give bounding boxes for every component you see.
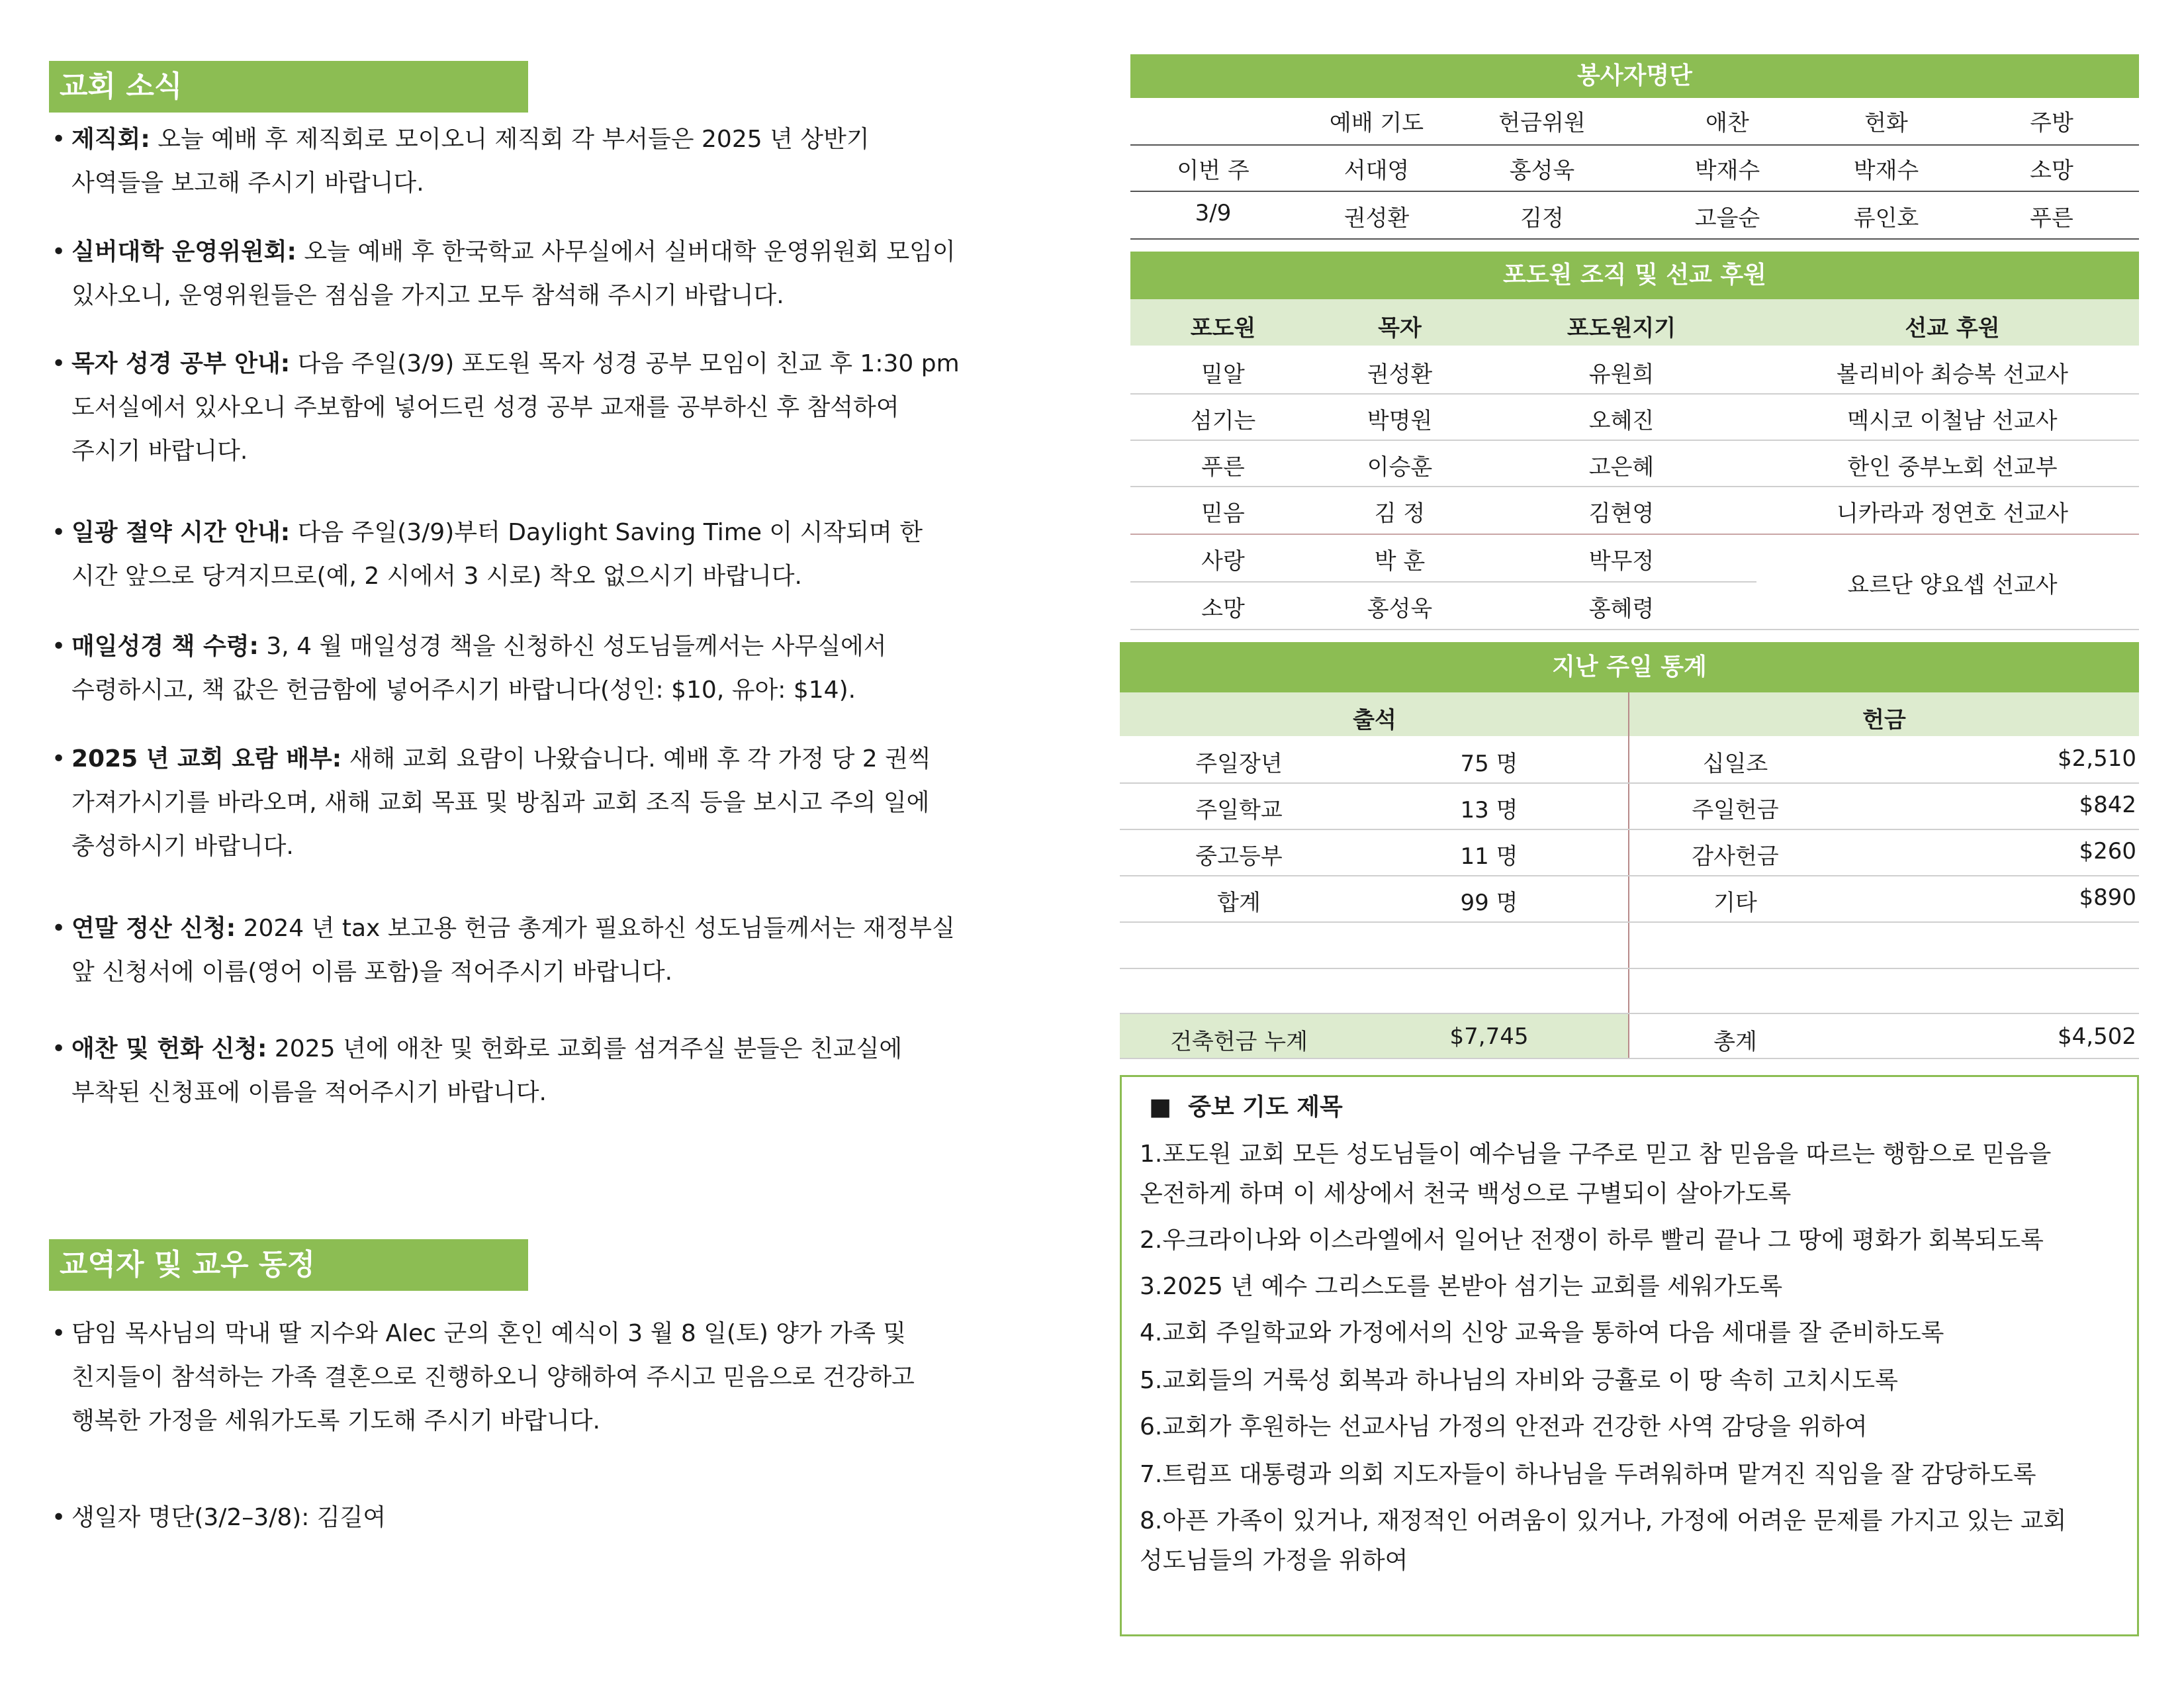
notice-label: 매일성경 책 수령:: [71, 633, 259, 660]
table-header: 포도원지기: [1567, 315, 1676, 342]
table-cell: 김현영: [1588, 500, 1655, 527]
attendance-label: 합계: [1217, 890, 1261, 916]
table-cell: 고을순: [1694, 205, 1760, 232]
notice-item: [52, 625, 1051, 712]
volunteers-title: 봉사자명단: [1130, 54, 2139, 98]
bullet-icon: •: [52, 633, 66, 660]
bullet-icon: •: [52, 1035, 66, 1062]
table-cell: 홍성욱: [1509, 158, 1575, 184]
table-cell: 멕시코 이철남 선교사: [1847, 408, 2058, 434]
offering-label: 감사헌금: [1692, 843, 1779, 870]
table-cell: 박재수: [1694, 158, 1760, 184]
table-cell: 푸른: [2030, 205, 2073, 232]
total-value: $4,502: [2058, 1023, 2136, 1050]
offering-value: $842: [2079, 792, 2136, 818]
table-cell: 김 정: [1374, 500, 1426, 527]
table-cell: 고은혜: [1588, 454, 1655, 481]
prayer-item: [1140, 1135, 2119, 1214]
table-cell: 소망: [2030, 158, 2073, 184]
divider: [1130, 238, 2139, 240]
members-section-title: 교역자 및 교우 동정: [49, 1239, 528, 1291]
bullet-icon: •: [52, 126, 66, 153]
notice-item: [52, 230, 1051, 318]
notice-label: 목자 성경 공부 안내:: [71, 350, 291, 377]
prayer-item: 2.우크라이나와 이스라엘에서 일어난 전쟁이 하루 빨리 끝나 그 땅에 평화가 회복되도록: [1140, 1227, 2044, 1254]
prayer-item: 7.트럼프 대통령과 의회 지도자들이 하나님을 두려워하며 맡겨진 직임을 잘 감당하도록: [1140, 1461, 2036, 1488]
attendance-value: 75 명: [1460, 751, 1518, 777]
notice-text: 다음 주일(3/9)부터 Daylight Saving Time 이 시작되며 한: [297, 519, 923, 546]
notice-label: 제직회:: [71, 126, 150, 153]
birthday-item: [52, 1496, 1051, 1540]
table-header: 주방: [2030, 110, 2073, 136]
offering-label: 주일헌금: [1692, 797, 1779, 823]
table-cell: 사랑: [1201, 548, 1245, 575]
notice-text: 있사오니, 운영위원들은 점심을 가지고 모두 참석해 주시기 바랍니다.: [71, 282, 784, 309]
divider: [1120, 921, 2139, 923]
building-fund-value: $7,745: [1449, 1023, 1529, 1050]
prayer-title-text: 중보 기도 제목: [1188, 1094, 1343, 1121]
divider: [1130, 144, 2139, 146]
member-news-item: [52, 1312, 1051, 1443]
notice-item: [52, 342, 1051, 473]
building-fund-label: 건축헌금 누계: [1170, 1029, 1308, 1055]
divider: [1130, 191, 2139, 192]
notice-text: 오늘 예배 후 제직회로 모이오니 제직회 각 부서들은 2025 년 상반기: [158, 126, 870, 153]
offering-value: $890: [2079, 884, 2136, 911]
offering-header: 헌금: [1862, 707, 1906, 733]
prayer-item: 5.교회들의 거룩성 회복과 하나님의 자비와 긍휼로 이 땅 속히 고치시도록: [1140, 1367, 1898, 1394]
notice-text: 2025 년에 애찬 및 헌화로 교회를 섬겨주실 분들은 친교실에: [274, 1035, 903, 1062]
prayer-item: 4.교회 주일학교와 가정에서의 신앙 교육을 통하여 다음 세대를 잘 준비하도록: [1140, 1319, 1944, 1346]
offering-value: $2,510: [2058, 745, 2136, 772]
table-header: 헌금위원: [1498, 110, 1586, 136]
table-cell: 이번 주: [1177, 158, 1250, 184]
prayer-line: 8.아픈 가족이 있거나, 재정적인 어려움이 있거나, 가정에 어려운 문제를 가지고 있는 교회: [1140, 1507, 2067, 1534]
square-bullet-icon: ■: [1149, 1094, 1172, 1121]
divider: [1120, 968, 2139, 969]
table-cell: 밀알: [1201, 361, 1245, 388]
table-cell: 오혜진: [1588, 408, 1655, 434]
notice-item: [52, 737, 1051, 868]
table-cell: 소망: [1201, 596, 1245, 622]
table-header: 선교 후원: [1905, 315, 2000, 342]
notice-text: 2024 년 tax 보고용 헌금 총계가 필요하신 성도님들께서는 재정부실: [243, 915, 955, 942]
notice-text: 시간 앞으로 당겨지므로(예, 2 시에서 3 시로) 착오 없으시기 바랍니다.: [71, 563, 802, 590]
divider: [1130, 629, 2139, 630]
divider: [1120, 1058, 2139, 1059]
attendance-value: 13 명: [1460, 797, 1518, 823]
bullet-icon: •: [52, 350, 66, 377]
prayer-line: 온전하게 하며 이 세상에서 천국 백성으로 구별되이 살아가도록: [1140, 1180, 1792, 1207]
table-cell: 박재수: [1853, 158, 1919, 184]
divider: [1120, 875, 2139, 876]
attendance-label: 주일학교: [1195, 797, 1283, 823]
divider: [1130, 486, 2139, 487]
table-cell: 박 훈: [1374, 548, 1426, 575]
table-cell: 홍성욱: [1367, 596, 1433, 622]
bullet-icon: •: [52, 915, 66, 942]
attendance-label: 주일장년: [1195, 751, 1283, 777]
bullet-icon: •: [52, 1320, 66, 1347]
stats-title: 지난 주일 통계: [1120, 642, 2139, 692]
bullet-icon: •: [52, 519, 66, 546]
notice-text: 사역들을 보고해 주시기 바랍니다.: [71, 169, 424, 197]
notice-label: 일광 절약 시간 안내:: [71, 519, 291, 546]
table-cell: 박명원: [1367, 408, 1433, 434]
bullet-icon: •: [52, 238, 66, 265]
offering-label: 기타: [1713, 890, 1757, 916]
attendance-value: 11 명: [1460, 843, 1518, 870]
notice-item: [52, 1027, 1051, 1115]
table-cell: 섬기는: [1190, 408, 1256, 434]
merged-mission-cell: 요르단 양요셉 선교사: [1847, 572, 2058, 598]
divider: [1130, 440, 2139, 441]
notice-label: 2025 년 교회 요람 배부:: [71, 745, 342, 773]
notice-text: 주시기 바랍니다.: [71, 438, 248, 465]
notice-text: 부착된 신청표에 이름을 적어주시기 바랍니다.: [71, 1079, 547, 1106]
notice-text: 앞 신청서에 이름(영어 이름 포함)을 적어주시기 바랍니다.: [71, 959, 673, 986]
notice-text: 도서실에서 있사오니 주보함에 넣어드린 성경 공부 교재를 공부하신 후 참석하여: [71, 394, 899, 421]
notice-label: 연말 정산 신청:: [71, 915, 236, 942]
birthday-text: 생일자 명단(3/2–3/8): 김길여: [71, 1504, 387, 1531]
table-cell: 홍혜령: [1588, 596, 1655, 622]
notice-text: 오늘 예배 후 한국학교 사무실에서 실버대학 운영위원회 모임이: [304, 238, 956, 265]
table-cell: 김정: [1520, 205, 1564, 232]
table-header: 헌화: [1864, 110, 1908, 136]
divider: [1120, 829, 2139, 830]
table-header: 포도원: [1190, 315, 1256, 342]
prayer-line: 1.포도원 교회 모든 성도님들이 예수님을 구주로 믿고 참 믿음을 따르는 행함으로 믿음을: [1140, 1141, 2052, 1168]
notice-text: 친지들이 참석하는 가족 결혼으로 진행하오니 양해하여 주시고 믿음으로 건강하고: [71, 1364, 915, 1391]
bullet-icon: •: [52, 745, 66, 773]
offering-label: 십일조: [1702, 751, 1768, 777]
table-cell: 박무정: [1588, 548, 1655, 575]
table-cell: 푸른: [1201, 454, 1245, 481]
prayer-item: 6.교회가 후원하는 선교사님 가정의 안전과 건강한 사역 감당을 위하여: [1140, 1413, 1868, 1440]
table-cell: 유원희: [1588, 361, 1655, 388]
notice-text: 충성하시기 바랍니다.: [71, 833, 294, 860]
notice-label: 애찬 및 헌화 신청:: [71, 1035, 267, 1062]
offering-value: $260: [2079, 838, 2136, 865]
prayer-line: 성도님들의 가정을 위하여: [1140, 1547, 1408, 1574]
notice-item: [52, 118, 1051, 205]
notice-text: 새해 교회 요람이 나왔습니다. 예배 후 각 가정 당 2 권씩: [349, 745, 931, 773]
bullet-icon: •: [52, 1504, 66, 1531]
prayer-item: 3.2025 년 예수 그리스도를 본받아 섬기는 교회를 세워가도록: [1140, 1273, 1783, 1300]
notice-text: 행복한 가정을 세워가도록 기도해 주시기 바랍니다.: [71, 1407, 600, 1434]
news-section-title: 교회 소식: [49, 61, 528, 113]
table-cell: 서대영: [1343, 158, 1410, 184]
table-cell: 이승훈: [1367, 454, 1433, 481]
notice-text: 담임 목사님의 막내 딸 지수와 Alec 군의 혼인 예식이 3 월 8 일(토) 양가 가족 및: [71, 1320, 907, 1347]
table-cell: 권성환: [1343, 205, 1410, 232]
divider: [1130, 581, 1756, 583]
table-cell: 류인호: [1853, 205, 1919, 232]
notice-text: 3, 4 월 매일성경 책을 신청하신 성도님들께서는 사무실에서: [266, 633, 887, 660]
table-cell: 한인 중부노회 선교부: [1847, 454, 2058, 481]
divider: [1130, 534, 2139, 535]
table-cell: 믿음: [1201, 500, 1245, 527]
total-label: 총계: [1713, 1029, 1757, 1055]
table-cell: 볼리비아 최승복 선교사: [1836, 361, 2069, 388]
notice-text: 다음 주일(3/9) 포도원 목자 성경 공부 모임이 친교 후 1:30 pm: [297, 350, 960, 377]
vineyard-title: 포도원 조직 및 선교 후원: [1130, 252, 2139, 299]
table-cell: 3/9: [1195, 200, 1232, 226]
notice-label: 실버대학 운영위원회:: [71, 238, 296, 265]
table-header: 애찬: [1706, 110, 1749, 136]
attendance-value: 99 명: [1460, 890, 1518, 916]
prayer-item: [1140, 1501, 2119, 1581]
notice-text: 가져가시기를 바라오며, 새해 교회 목표 및 방침과 교회 조직 등을 보시고 주의 일에: [71, 789, 930, 816]
prayer-title: [1149, 1088, 1343, 1122]
table-header: 예배 기도: [1329, 110, 1424, 136]
attendance-label: 중고등부: [1195, 843, 1283, 870]
table-cell: 권성환: [1367, 361, 1433, 388]
divider: [1120, 782, 2139, 784]
attendance-header: 출석: [1353, 707, 1396, 733]
notice-text: 수령하시고, 책 값은 헌금함에 넣어주시기 바랍니다(성인: $10, 유아: $14).: [71, 677, 856, 704]
notice-item: [52, 907, 1051, 994]
notice-item: [52, 511, 1051, 598]
table-cell: 니카라과 정연호 선교사: [1836, 500, 2069, 527]
table-header: 목자: [1378, 315, 1422, 342]
divider: [1130, 393, 2139, 395]
